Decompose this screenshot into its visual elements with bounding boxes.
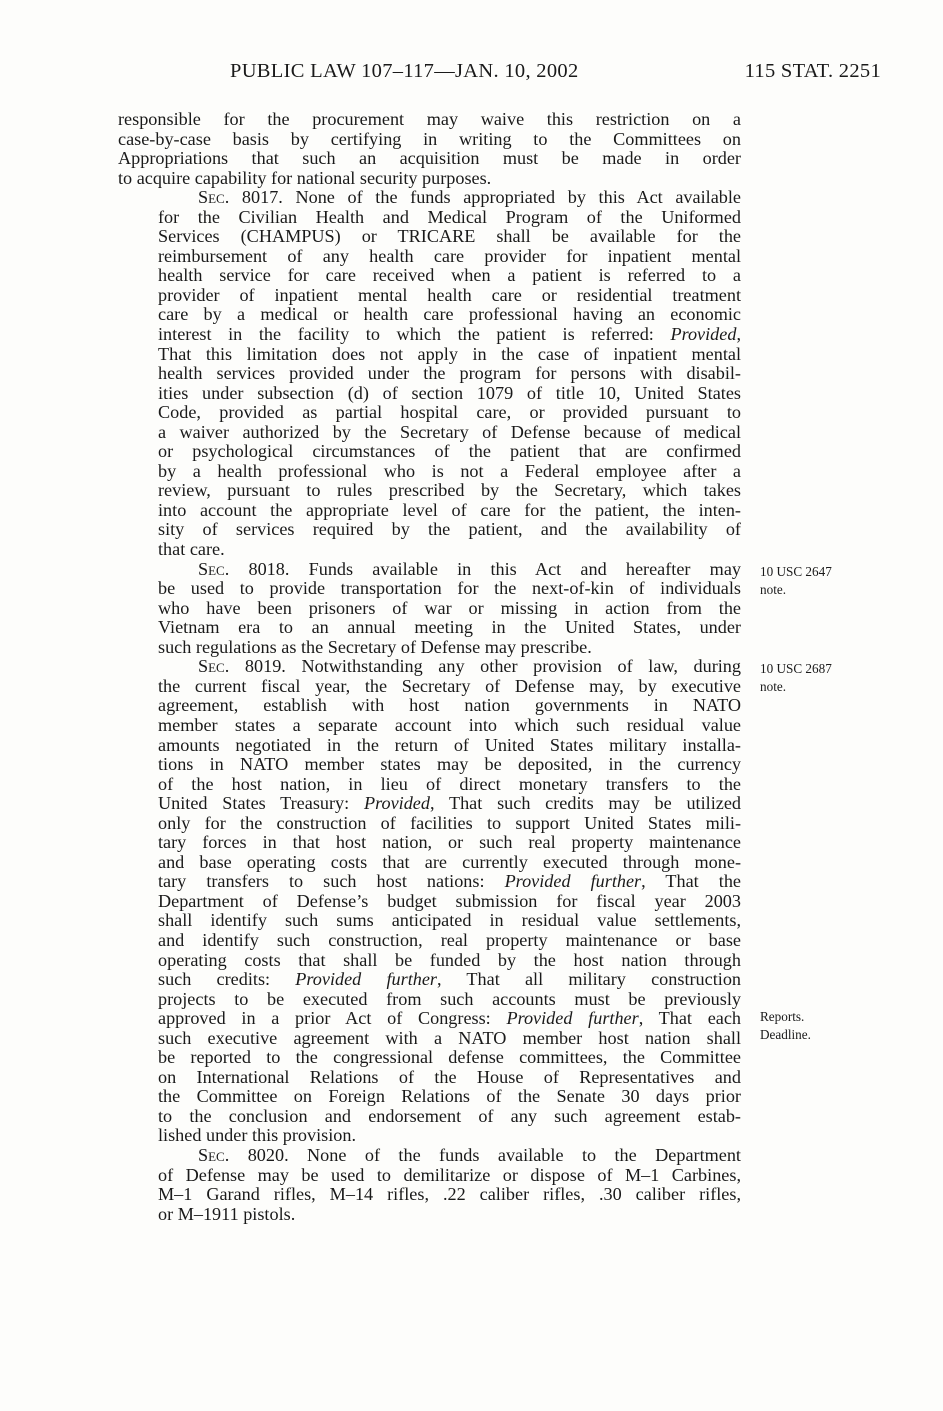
section-paragraph: [118, 657, 741, 1146]
text-line: Sec. 8020. None of the funds available to the Department: [198, 1144, 741, 1165]
body-text: [118, 110, 741, 1224]
text-line: Sec. 8018. Funds available in this Act and hereafter may: [198, 558, 741, 579]
text-line: review, pursuant to rules prescribed by the Secretary, which takes: [158, 480, 741, 501]
text-line: be reported to the congressional defense committees, the Committee: [158, 1047, 741, 1068]
text-line: the current fiscal year, the Secretary of Defense may, by executive: [158, 675, 741, 696]
text-line: ities under subsection (d) of section 1079 of title 10, United States: [158, 382, 741, 403]
text-line: be used to provide transportation for the next-of-kin of individuals: [158, 578, 741, 599]
text-line: Sec. 8019. Notwithstanding any other provision of law, during: [198, 656, 741, 677]
margin-note-reports-deadline: [760, 1008, 811, 1043]
text-line: provider of inpatient mental health care or residential treatment: [158, 284, 741, 305]
section-paragraph: [118, 1146, 741, 1224]
margin-note-line: Reports.: [760, 1009, 805, 1024]
text-line: Vietnam era to an annual meeting in the United States, under: [158, 617, 741, 638]
text-line: Services (CHAMPUS) or TRICARE shall be available for the: [158, 226, 741, 247]
text-line: such executive agreement with a NATO member host nation shall: [158, 1027, 741, 1048]
margin-note-line: note.: [760, 581, 787, 597]
margin-note-line: 10 USC 2647: [760, 564, 832, 579]
stat-page-reference: 115 STAT. 2251: [744, 60, 881, 82]
text-line: by a health professional who is not a Federal employee after a: [158, 460, 741, 481]
text-line: lished under this provision.: [158, 1125, 357, 1146]
text-line: shall identify such sums anticipated in residual value settlements,: [158, 910, 741, 931]
text-line: approved in a prior Act of Congress: Provided further, That each: [158, 1008, 742, 1029]
text-line: who have been prisoners of war or missing in action from the: [158, 597, 741, 618]
text-line: health services provided under the program for persons with disabil-: [158, 363, 741, 384]
text-line: that care.: [158, 539, 225, 560]
text-line: amounts negotiated in the return of United States military installa-: [158, 734, 741, 755]
section-label: Sec.: [198, 187, 230, 208]
text-line: Department of Defense’s budget submission for fiscal year 2003: [158, 890, 741, 911]
text-line: That this limitation does not apply in the case of inpatient mental: [158, 343, 741, 364]
text-line: tary forces in that host nation, or such real property maintenance: [158, 832, 741, 853]
section-label: Sec.: [198, 558, 230, 579]
text-line: health service for care received when a patient is referred to a: [158, 265, 741, 286]
text-line: into account the appropriate level of care for the patient, the inten-: [158, 499, 741, 520]
text-line: agreement, establish with host nation governments in NATO: [158, 695, 741, 716]
text-line: on International Relations of the House of Representatives and: [158, 1066, 741, 1087]
text-line: tary transfers to such host nations: Provided further, That the: [158, 871, 741, 892]
margin-note-10-usc-2647: [760, 563, 832, 598]
text-line: Sec. 8017. None of the funds appropriated by this Act available: [198, 187, 741, 208]
text-line: responsible for the procurement may waive this restriction on a: [118, 109, 741, 129]
margin-note-line: Deadline.: [760, 1026, 811, 1042]
text-line: sity of services required by the patient, and the availability of: [158, 519, 741, 540]
running-head: PUBLIC LAW 107–117—JAN. 10, 2002: [230, 60, 579, 82]
margin-note-line: note.: [760, 678, 787, 694]
section-label: Sec.: [198, 656, 230, 677]
text-line: case-by-case basis by certifying in writing to the Committees on: [118, 128, 741, 149]
section-paragraph: [118, 560, 741, 658]
text-line: Appropriations that such an acquisition must be made in order: [118, 148, 741, 169]
margin-note-line: 10 USC 2687: [760, 661, 832, 676]
text-line: to the conclusion and endorsement of any such agreement estab-: [158, 1105, 741, 1126]
text-line: and identify such construction, real property maintenance or base: [158, 929, 741, 950]
text-line: tions in NATO member states may be deposited, in the currency: [158, 754, 741, 775]
text-line: of Defense may be used to demilitarize or dispose of M–1 Carbines,: [158, 1164, 741, 1185]
section-paragraph: [118, 110, 741, 188]
text-line: or psychological circumstances of the patient that are confirmed: [158, 441, 741, 462]
text-line: for the Civilian Health and Medical Program of the Uniformed: [158, 206, 741, 227]
text-line: or M–1911 pistols.: [158, 1203, 296, 1224]
text-line: Code, provided as partial hospital care, or provided pursuant to: [158, 402, 741, 423]
margin-note-10-usc-2687: [760, 660, 832, 695]
text-line: to acquire capability for national security purposes.: [118, 167, 492, 188]
text-line: projects to be executed from such accounts must be previously: [158, 988, 741, 1009]
text-line: the Committee on Foreign Relations of the Senate 30 days prior: [158, 1086, 741, 1107]
text-line: and base operating costs that are currently executed through mone-: [158, 851, 741, 872]
text-line: such credits: Provided further, That all military construction: [158, 969, 742, 990]
text-line: only for the construction of facilities to support United States mili-: [158, 812, 741, 833]
text-line: of the host nation, in lieu of direct monetary transfers to the: [158, 773, 741, 794]
text-line: interest in the facility to which the patient is referred: Provided,: [158, 324, 741, 345]
text-line: such regulations as the Secretary of Defense may prescribe.: [158, 636, 592, 657]
section-paragraph: [118, 188, 741, 559]
text-line: M–1 Garand rifles, M–14 rifles, .22 caliber rifles, .30 caliber rifles,: [158, 1184, 741, 1205]
text-line: reimbursement of any health care provider for inpatient mental: [158, 245, 741, 266]
text-line: United States Treasury: Provided, That such credits may be utilized: [158, 793, 741, 814]
text-line: operating costs that shall be funded by the host nation through: [158, 949, 741, 970]
section-label: Sec.: [198, 1144, 230, 1165]
text-line: member states a separate account into which such residual value: [158, 714, 741, 735]
text-line: a waiver authorized by the Secretary of Defense because of medical: [158, 421, 741, 442]
text-line: care by a medical or health care professional having an economic: [158, 304, 741, 325]
